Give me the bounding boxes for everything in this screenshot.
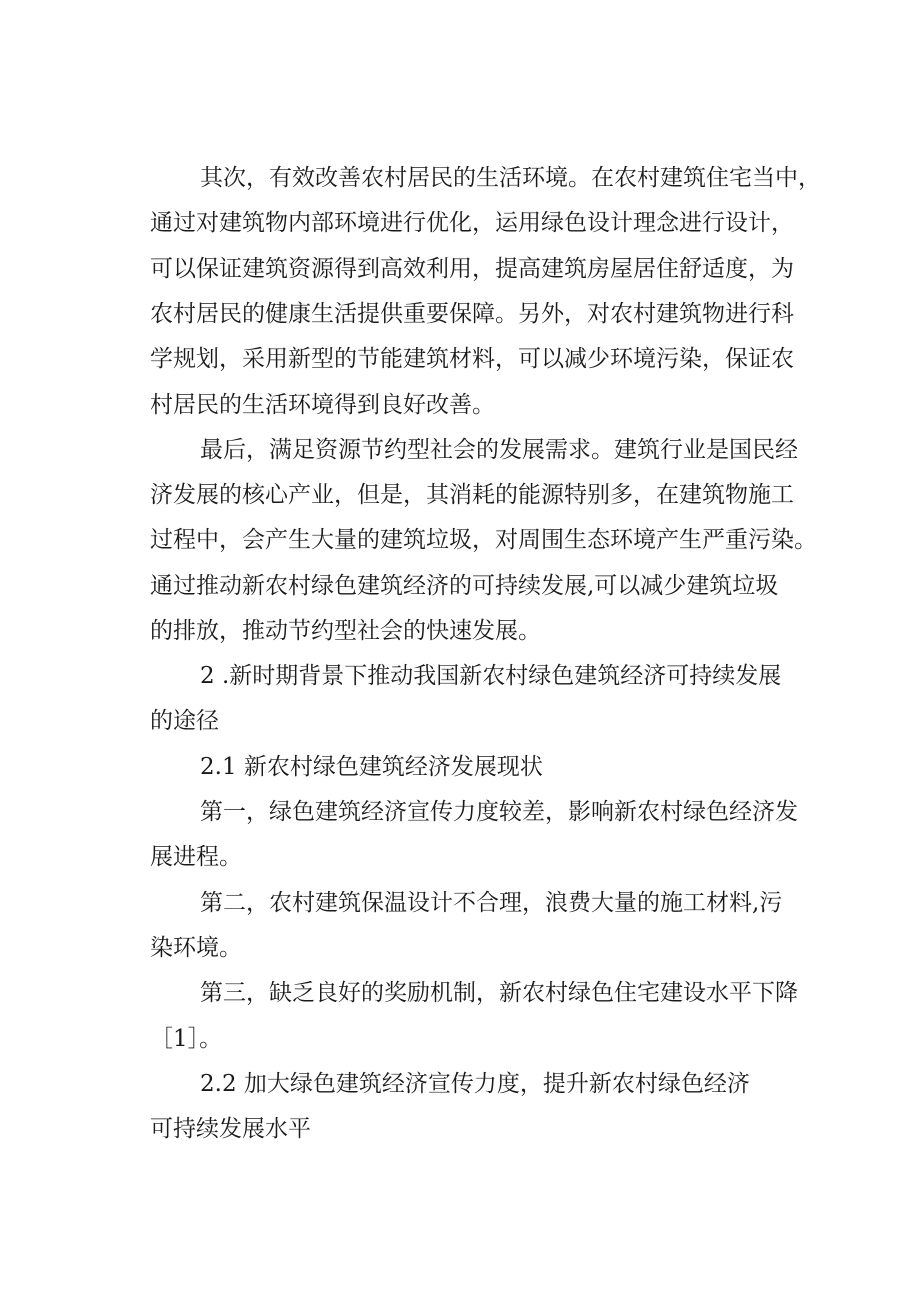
text-line: 通过对建筑物内部环境进行优化，运用绿色设计理念进行设计， xyxy=(150,210,794,236)
text-line: 染环境。 xyxy=(150,935,242,961)
text-line: 第一，绿色建筑经济宣传力度较差，影响新农村绿色经济发 xyxy=(200,799,798,825)
text-line: 村居民的生活环境得到良好改善。 xyxy=(150,392,495,418)
text-line: 的排放，推动节约型社会的快速发展。 xyxy=(150,618,541,644)
text-line: 其次，有效改善农村居民的生活环境。在农村建筑住宅当中， xyxy=(200,165,821,191)
text-line: 第二，农村建筑保温设计不合理，浪费大量的施工材料,污 xyxy=(200,890,783,916)
text-line: 通过推动新农村绿色建筑经济的可持续发展,可以减少建筑垃圾 xyxy=(150,573,779,599)
text-line: 最后，满足资源节约型社会的发展需求。建筑行业是国民经 xyxy=(200,437,798,463)
text-line: 过程中，会产生大量的建筑垃圾，对周围生态环境产生严重污染。 xyxy=(150,527,817,553)
text-line: 农村居民的健康生活提供重要保障。另外，对农村建筑物进行科 xyxy=(150,301,794,327)
citation-line: ［1］。 xyxy=(150,1026,223,1052)
text-line: 可以保证建筑资源得到高效利用，提高建筑房屋居住舒适度，为 xyxy=(150,256,794,282)
subsection-heading: 2.2 加大绿色建筑经济宣传力度，提升新农村绿色经济 xyxy=(200,1071,750,1097)
text-line: 学规划，采用新型的节能建筑材料，可以减少环境污染，保证农 xyxy=(150,346,794,372)
section-heading-line: 2 .新时期背景下推动我国新农村绿色建筑经济可持续发展 xyxy=(200,663,782,689)
subsection-heading: 2.1 新农村绿色建筑经济发展现状 xyxy=(200,754,543,780)
text-line: 济发展的核心产业，但是，其消耗的能源特别多，在建筑物施工 xyxy=(150,482,794,508)
text-line: 第三，缺乏良好的奖励机制，新农村绿色住宅建设水平下降 xyxy=(200,980,798,1006)
section-heading-line: 的途径 xyxy=(150,708,219,734)
text-line: 展进程。 xyxy=(150,844,242,870)
subsection-heading: 可持续发展水平 xyxy=(150,1116,311,1142)
